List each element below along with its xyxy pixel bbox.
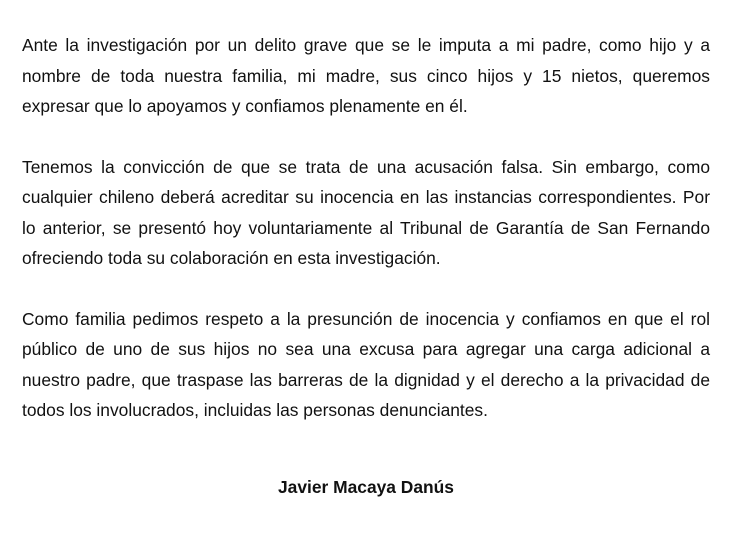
paragraph-1: Ante la investigación por un delito grave que se le imputa a mi padre, como hijo y a nombre de toda nuestra familia, mi madre, sus cinco hijos y 15 nietos, queremos expresar que lo apoyamos y confiamos plenamente en él. (22, 35, 710, 116)
paragraph-3: Como familia pedimos respeto a la presunción de inocencia y confiamos en que el rol público de uno de sus hijos no sea una excusa para agregar una carga adicional a nuestro padre, que traspase las barreras de la dignidad y el derecho a la privacidad de todos los involucrados, incluidas las personas denunciantes. (22, 308, 710, 420)
document-body (22, 30, 710, 426)
signature: Javier Macaya Danús (278, 477, 454, 497)
paragraph-2: Tenemos la convicción de que se trata de una acusación falsa. Sin embargo, como cualquier chileno deberá acreditar su inocencia en las instancias correspondientes. Por lo anterior, se presentó hoy voluntariamente al Tribunal de Garantía de San Fernando ofreciendo toda su colaboración en esta investigación. (22, 156, 710, 268)
